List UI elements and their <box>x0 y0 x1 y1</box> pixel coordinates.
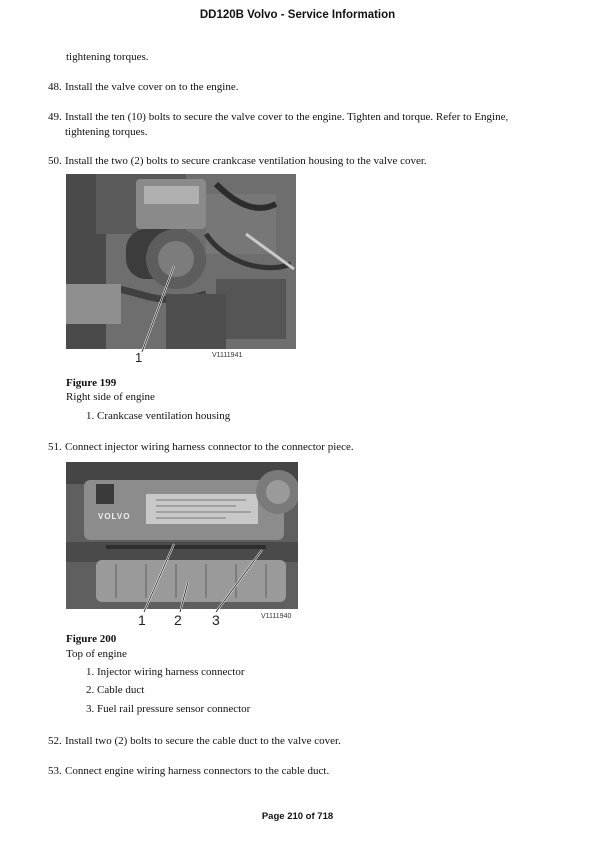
step-51 <box>48 440 563 455</box>
step-number: 48. <box>48 81 62 93</box>
step-text: Connect injector wiring harness connector to the connector piece. <box>65 441 354 453</box>
callout-2: 2 <box>174 612 182 628</box>
image-code: V1111940 <box>261 613 292 620</box>
figure-200-image <box>66 462 298 628</box>
figure-199-image <box>66 174 296 362</box>
step-number: 50. <box>48 155 62 167</box>
engine-top-photo <box>66 462 298 628</box>
step-text: Install the ten (10) bolts to secure the valve cover to the engine. Tighten and torque. Refer to Engine, <box>65 111 509 123</box>
image-code: V1111941 <box>212 352 243 359</box>
page-header: DD120B Volvo - Service Information <box>199 9 396 21</box>
figure-199-title: Figure 199 <box>66 377 117 389</box>
step-text-continued: tightening torques. <box>65 126 148 138</box>
step-48 <box>48 80 563 95</box>
intro-text: tightening torques. <box>66 51 149 63</box>
figure-200-caption: Top of engine <box>66 648 127 660</box>
callout-1: 1 <box>135 350 143 362</box>
step-number: 52. <box>48 735 62 747</box>
figure-200-title: Figure 200 <box>66 633 117 645</box>
step-text: Install two (2) bolts to secure the cable duct to the valve cover. <box>65 735 341 747</box>
callout-1: 1 <box>138 612 146 628</box>
figure-199-caption: Right side of engine <box>66 391 155 403</box>
step-50 <box>48 154 563 169</box>
figure-200-item-3: 3. Fuel rail pressure sensor connector <box>86 703 251 715</box>
engine-right-side-photo <box>66 174 296 362</box>
callout-3: 3 <box>212 612 220 628</box>
step-52 <box>48 734 563 749</box>
brand-text: VOLVO <box>98 512 131 521</box>
step-text: Install the two (2) bolts to secure crankcase ventilation housing to the valve cover. <box>65 155 427 167</box>
figure-200-item-1: 1. Injector wiring harness connector <box>86 666 245 678</box>
page-footer: Page 210 of 718 <box>261 811 334 822</box>
step-53 <box>48 764 563 779</box>
step-49 <box>48 110 563 140</box>
step-text: Install the valve cover on to the engine. <box>65 81 239 93</box>
step-number: 53. <box>48 765 62 777</box>
step-number: 49. <box>48 111 62 123</box>
step-number: 51. <box>48 441 62 453</box>
figure-199-item-1: 1. Crankcase ventilation housing <box>86 410 231 422</box>
figure-200-item-2: 2. Cable duct <box>86 684 145 696</box>
step-text: Connect engine wiring harness connectors to the cable duct. <box>65 765 330 777</box>
